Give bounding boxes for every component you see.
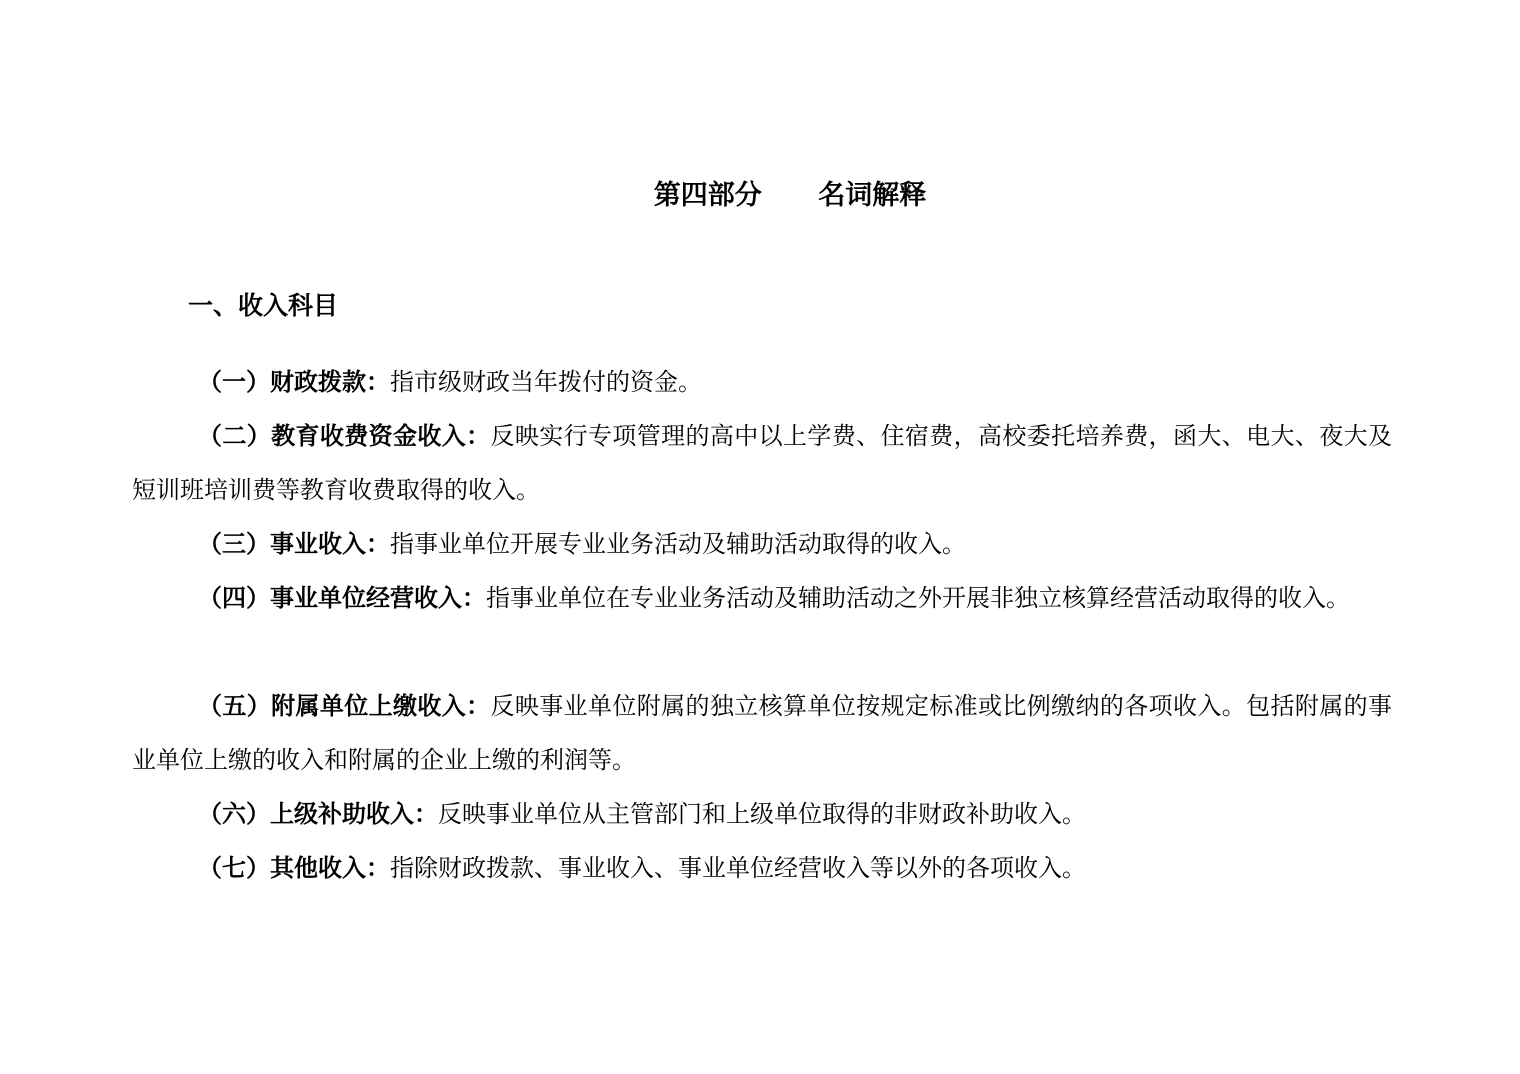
definition-paragraph xyxy=(132,517,1392,571)
definition-term: （三）事业收入： xyxy=(198,529,390,558)
definition-text: 反映实行专项管理的高中以上学费、住宿费，高校委托培养费，函大、电大、夜大及短训班培训费等教育收费取得的收入。 xyxy=(132,422,1392,504)
page-title: 第四部分 名词解释 xyxy=(653,180,927,211)
definition-paragraph xyxy=(132,409,1392,517)
definition-term: （一）财政拨款： xyxy=(198,367,390,396)
definition-term: （二）教育收费资金收入： xyxy=(198,421,491,450)
definition-text: 指事业单位开展专业业务活动及辅助活动取得的收入。 xyxy=(390,530,966,558)
definition-term: （七）其他收入： xyxy=(198,853,390,882)
definition-paragraph xyxy=(132,355,1392,409)
definition-term: （五）附属单位上缴收入： xyxy=(198,691,491,720)
definition-term: （六）上级补助收入： xyxy=(198,799,438,828)
definition-paragraph xyxy=(132,787,1392,841)
section-heading: 一、收入科目 xyxy=(188,291,339,320)
definition-paragraph xyxy=(132,679,1392,787)
definition-text: 指事业单位在专业业务活动及辅助活动之外开展非独立核算经营活动取得的收入。 xyxy=(486,584,1350,612)
definition-paragraph xyxy=(132,841,1392,895)
definition-text: 反映事业单位从主管部门和上级单位取得的非财政补助收入。 xyxy=(438,800,1086,828)
definition-text: 指市级财政当年拨付的资金。 xyxy=(390,368,702,396)
definition-paragraph xyxy=(132,571,1392,625)
definition-text: 反映事业单位附属的独立核算单位按规定标准或比例缴纳的各项收入。包括附属的事业单位上缴的收入和附属的企业上缴的利润等。 xyxy=(132,692,1392,774)
definition-text: 指除财政拨款、事业收入、事业单位经营收入等以外的各项收入。 xyxy=(390,854,1086,882)
definition-term: （四）事业单位经营收入： xyxy=(198,583,486,612)
